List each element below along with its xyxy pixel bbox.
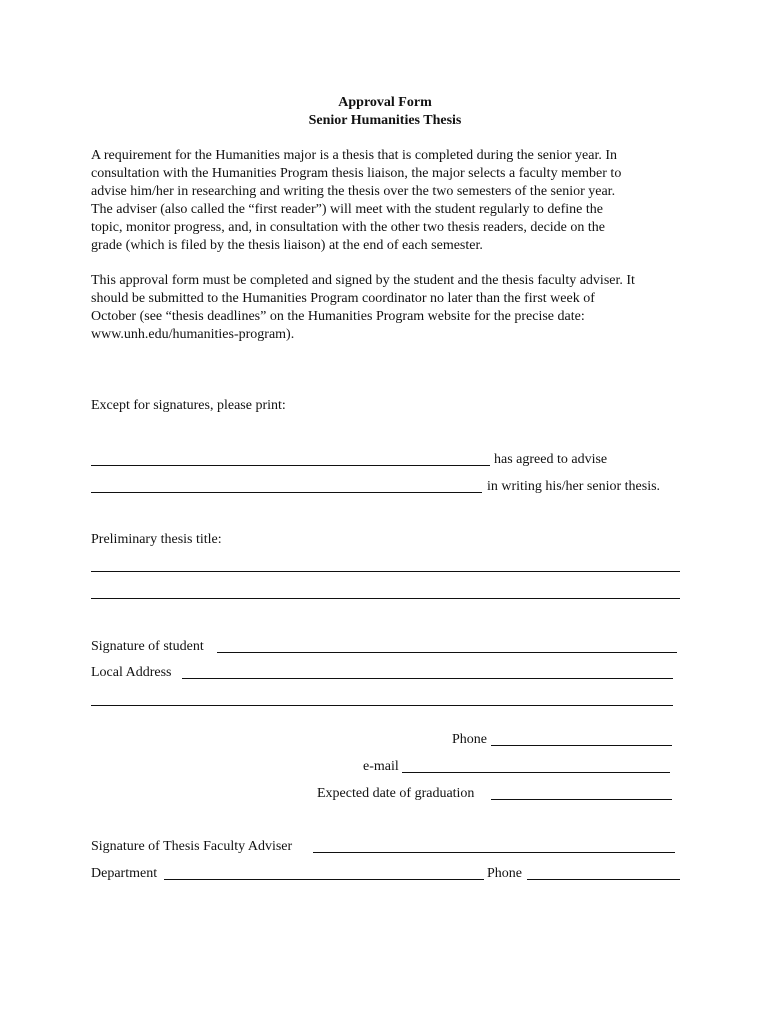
paragraph-line: A requirement for the Humanities major is a thesis that is completed during the senior year. In	[91, 148, 618, 163]
department-phone-field[interactable]	[527, 879, 680, 880]
local-address-field-line-2[interactable]	[91, 705, 673, 706]
phone-label: Phone	[452, 732, 487, 747]
graduation-date-label: Expected date of graduation	[317, 786, 475, 801]
department-phone-label: Phone	[487, 866, 522, 881]
paragraph-line: advise him/her in researching and writing the thesis over the two semesters of the senior year.	[91, 184, 616, 199]
thesis-title-label: Preliminary thesis title:	[91, 532, 222, 547]
paragraph-line: This approval form must be completed and signed by the student and the thesis faculty adviser. It	[91, 273, 635, 288]
student-name-field[interactable]	[91, 492, 482, 493]
paragraph-line: grade (which is filed by the thesis liaison) at the end of each semester.	[91, 238, 483, 253]
thesis-title-field-line-1[interactable]	[91, 571, 680, 572]
print-instruction: Except for signatures, please print:	[91, 398, 286, 413]
thesis-title-field-line-2[interactable]	[91, 598, 680, 599]
department-field[interactable]	[164, 879, 484, 880]
local-address-label: Local Address	[91, 665, 172, 680]
paragraph-line: topic, monitor progress, and, in consultation with the other two thesis readers, decide on the	[91, 220, 605, 235]
email-label: e-mail	[363, 759, 399, 774]
paragraph-line: October (see “thesis deadlines” on the Humanities Program website for the precise date:	[91, 309, 585, 324]
student-signature-label: Signature of student	[91, 639, 204, 654]
paragraph-line: www.unh.edu/humanities-program).	[91, 327, 295, 342]
local-address-field[interactable]	[182, 678, 673, 679]
writing-suffix: in writing his/her senior thesis.	[487, 479, 661, 494]
email-field[interactable]	[402, 772, 670, 773]
advise-suffix: has agreed to advise	[494, 452, 608, 467]
form-header	[0, 94, 770, 130]
department-label: Department	[91, 866, 158, 881]
adviser-name-field[interactable]	[91, 465, 490, 466]
phone-field[interactable]	[491, 745, 672, 746]
form-subtitle: Senior Humanities Thesis	[308, 113, 462, 128]
form-title: Approval Form	[338, 95, 432, 110]
paragraph-line: consultation with the Humanities Program thesis liaison, the major selects a faculty member to	[91, 166, 622, 181]
paragraph-line: should be submitted to the Humanities Program coordinator no later than the first week of	[91, 291, 595, 306]
paragraph-line: The adviser (also called the “first reader”) will meet with the student regularly to define the	[91, 202, 603, 217]
graduation-date-field[interactable]	[491, 799, 672, 800]
adviser-signature-field[interactable]	[313, 852, 675, 853]
adviser-signature-label: Signature of Thesis Faculty Adviser	[91, 839, 293, 854]
intro-paragraph-submission	[91, 272, 686, 344]
intro-paragraph-requirement	[91, 147, 686, 255]
student-signature-field[interactable]	[217, 652, 677, 653]
